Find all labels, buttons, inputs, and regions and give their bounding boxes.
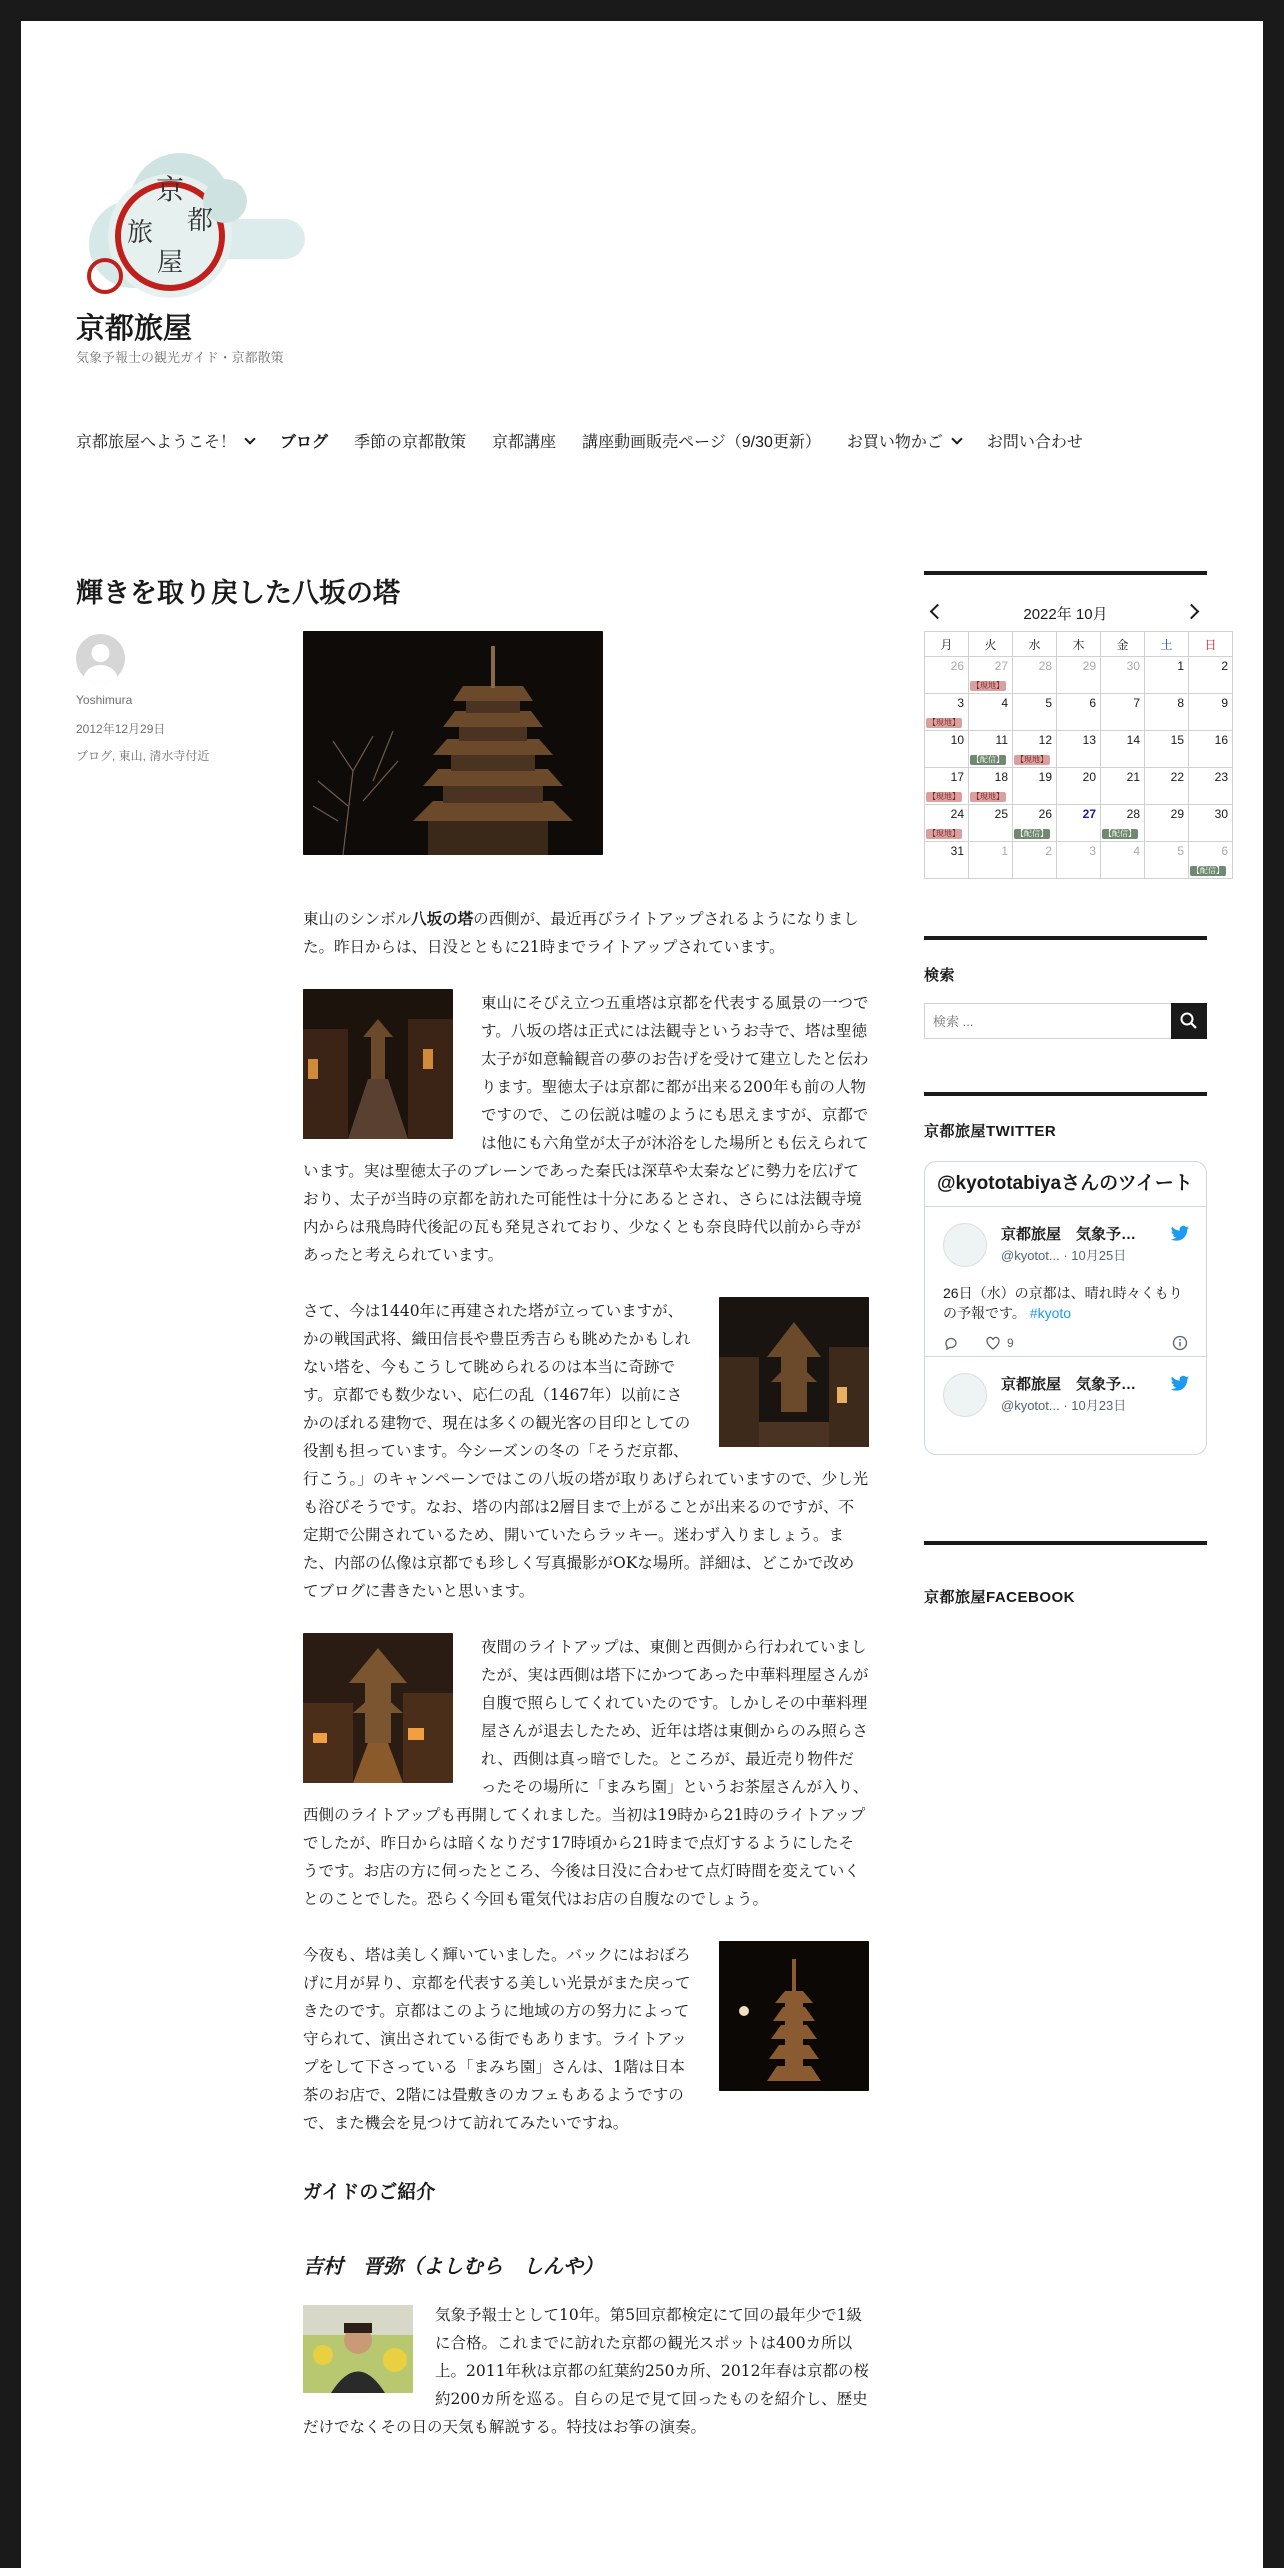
calendar-day[interactable] bbox=[1145, 731, 1189, 768]
guide-name: 吉村 晋弥（よしむら しんや） bbox=[303, 2256, 603, 2278]
tweet-date[interactable]: · 10月23日 bbox=[1063, 1398, 1127, 1413]
calendar-event-tag[interactable]: 【現地】 bbox=[928, 718, 960, 727]
tweet-avatar[interactable] bbox=[943, 1223, 987, 1267]
calendar-event-tag[interactable]: 【配信】 bbox=[972, 755, 1004, 764]
calendar-day[interactable] bbox=[1145, 805, 1189, 842]
calendar-day-number: 8 bbox=[1177, 696, 1184, 710]
guide-portrait bbox=[303, 2305, 413, 2393]
calendar-day[interactable] bbox=[1145, 842, 1189, 879]
calendar-day[interactable] bbox=[925, 805, 969, 842]
pagoda-moon-photo bbox=[719, 1941, 869, 2091]
nav-item-cart[interactable] bbox=[847, 429, 961, 452]
calendar-day-number: 1 bbox=[1177, 659, 1184, 673]
chevron-down-icon bbox=[951, 433, 962, 444]
calendar-day-number: 25 bbox=[994, 807, 1008, 821]
calendar-day[interactable] bbox=[1013, 842, 1057, 879]
calendar-event-tag[interactable]: 【配信】 bbox=[1104, 829, 1136, 838]
calendar-event-tag[interactable]: 【現地】 bbox=[972, 681, 1004, 690]
twitter-bird-icon[interactable] bbox=[1170, 1375, 1190, 1393]
calendar-day-number: 4 bbox=[1001, 696, 1008, 710]
calendar-day-number: 14 bbox=[1126, 733, 1140, 747]
calendar-day[interactable] bbox=[1189, 657, 1233, 694]
search-widget-bar bbox=[924, 936, 1207, 940]
calendar-day-number: 31 bbox=[950, 844, 964, 858]
calendar-day[interactable] bbox=[1013, 694, 1057, 731]
calendar-day-number: 5 bbox=[1045, 696, 1052, 710]
calendar-day-number: 10 bbox=[950, 733, 964, 747]
calendar-day-number: 5 bbox=[1177, 844, 1184, 858]
calendar-day[interactable] bbox=[1145, 657, 1189, 694]
post-title[interactable]: 輝きを取り戻した八坂の塔 bbox=[76, 578, 400, 608]
calendar-day-number: 2 bbox=[1221, 659, 1228, 673]
post-paragraph-2: さて、今は1440年に再建された塔が立っていますが、かの戦国武将、織田信長や豊臣秀吉らも眺めたかもしれない塔を、今もこうして眺められるのは本当に奇跡です。京都でも数少ない、応仁の乱（1467年）以前にさかのぼれる建物で、現在は多くの観光客の目印としての役割も担っています。今シーズンの冬の「そうだ京都、行こう。」のキャンペーンではこの八坂の塔が取りあげられていますので、少し光も浴びそうです。なお、塔の内部は2層目まで上がることが出来るのですが、不定期で公開されているため、開いていたらラッキー。迷わず入りましょう。また、内部の仏像は京都でも珍しく写真撮影がOKな場所。詳細は、どこかで改めてブログに書きたいと思います。 bbox=[303, 1302, 869, 1600]
nav-label: お買い物かご bbox=[846, 434, 943, 451]
tweet[interactable] bbox=[925, 1207, 1206, 1357]
search-icon bbox=[1171, 1003, 1207, 1039]
calendar-day-number: 20 bbox=[1082, 770, 1096, 784]
site-title[interactable]: 京都旅屋 bbox=[76, 313, 193, 345]
tweet-body: 26日（水）の京都は、晴れ時々くもりの予報です。 bbox=[943, 1285, 1183, 1321]
calendar-day-number: 15 bbox=[1170, 733, 1184, 747]
nav-label: 講座動画販売ページ（9/30更新） bbox=[582, 434, 821, 451]
calendar-weekday: 火 bbox=[969, 632, 1013, 657]
calendar-event-tag[interactable]: 【現地】 bbox=[1016, 755, 1048, 764]
calendar-day[interactable] bbox=[969, 657, 1013, 694]
like-count: 9 bbox=[1007, 1336, 1014, 1350]
nav-label: 季節の京都散策 bbox=[354, 434, 467, 451]
calendar-event-tag[interactable]: 【現地】 bbox=[928, 792, 960, 801]
calendar-day-number: 26 bbox=[1038, 807, 1052, 821]
chevron-down-icon bbox=[244, 433, 255, 444]
post-author[interactable]: Yoshimura bbox=[76, 693, 133, 707]
calendar-day[interactable] bbox=[1189, 768, 1233, 805]
tweet-avatar[interactable] bbox=[943, 1373, 987, 1417]
calendar-day[interactable] bbox=[925, 694, 969, 731]
twitter-widget-title: 京都旅屋TWITTER bbox=[924, 1123, 1057, 1140]
twitter-timeline[interactable] bbox=[924, 1161, 1207, 1455]
calendar-day[interactable] bbox=[1189, 842, 1233, 879]
like-icon[interactable] bbox=[985, 1335, 1001, 1351]
page bbox=[21, 21, 1263, 2568]
calendar-day-number: 13 bbox=[1082, 733, 1096, 747]
site-description: 気象予報士の観光ガイド・京都散策 bbox=[76, 350, 284, 365]
calendar-day[interactable] bbox=[925, 731, 969, 768]
site-logo[interactable] bbox=[75, 141, 305, 311]
calendar-weekday: 金 bbox=[1101, 632, 1145, 657]
reply-icon[interactable] bbox=[943, 1335, 959, 1351]
calendar-weekday: 土 bbox=[1145, 632, 1189, 657]
logo-text-4: 屋 bbox=[156, 248, 184, 278]
nav-item-blog[interactable] bbox=[280, 429, 328, 452]
post-content bbox=[303, 905, 869, 2441]
calendar-weekday: 木 bbox=[1057, 632, 1101, 657]
calendar-day[interactable] bbox=[969, 731, 1013, 768]
calendar-event-tag[interactable]: 【配信】 bbox=[1016, 829, 1048, 838]
calendar-event-tag[interactable]: 【現地】 bbox=[928, 829, 960, 838]
calendar-day[interactable] bbox=[1057, 842, 1101, 879]
calendar-weekday: 水 bbox=[1013, 632, 1057, 657]
calendar-day[interactable] bbox=[1057, 731, 1101, 768]
calendar-day-number: 21 bbox=[1126, 770, 1140, 784]
nav-item-seasonal[interactable] bbox=[354, 429, 466, 452]
post-date[interactable]: 2012年12月29日 bbox=[76, 722, 166, 736]
nav-label: 京都講座 bbox=[492, 434, 557, 451]
calendar-day-number: 19 bbox=[1038, 770, 1052, 784]
calendar-day-number: 30 bbox=[1214, 807, 1228, 821]
search-button[interactable] bbox=[1171, 1003, 1207, 1039]
post-intro bbox=[303, 905, 869, 961]
calendar-day-number: 3 bbox=[957, 696, 964, 710]
twitter-widget-bar bbox=[924, 1092, 1207, 1096]
tweet-hashtag[interactable]: #kyoto bbox=[1029, 1305, 1072, 1321]
intro-text-post: の西側が、最近再びライトアップされるようになりました。昨日からは、日没とともに21時までライトアップされています。 bbox=[303, 910, 859, 956]
tweet-handle-line bbox=[1001, 1395, 1126, 1414]
calendar-day-number: 18 bbox=[994, 770, 1008, 784]
calendar-day-number: 26 bbox=[950, 659, 964, 673]
calendar-day-number: 16 bbox=[1214, 733, 1228, 747]
calendar-day[interactable] bbox=[1145, 768, 1189, 805]
calendar-event-tag[interactable]: 【配信】 bbox=[1192, 866, 1224, 875]
post-paragraph-3: 夜間のライトアップは、東側と西側から行われていましたが、実は西側は塔下にかつてあった中華料理屋さんが自腹で照らしてくれていたのです。しかしその中華料理屋さんが退去したため、近年は塔は東側からのみ照らされ、西側は真っ暗でした。ところが、最近売り物件だったその場所に「まみち園」というお茶屋さんが入り、西側のライトアップも再開してくれました。当初は19時から21時のライトアップでしたが、昨日からは暗くなりだす17時頃から21時まで点灯するようにしたそうです。お店の方に伺ったところ、今後は日没に合わせて点灯時間を変えていくとのことでした。恐らく今回も電気代はお店の自腹なのでしょう。 bbox=[303, 1638, 869, 1908]
calendar-day[interactable] bbox=[1013, 768, 1057, 805]
calendar-weekday: 日 bbox=[1189, 632, 1233, 657]
calendar-day[interactable] bbox=[1013, 657, 1057, 694]
calendar-weekday: 月 bbox=[925, 632, 969, 657]
calendar-day[interactable] bbox=[925, 768, 969, 805]
calendar-day-number: 2 bbox=[1045, 844, 1052, 858]
calendar-day[interactable] bbox=[925, 842, 969, 879]
calendar-day[interactable] bbox=[1057, 805, 1101, 842]
event-calendar bbox=[924, 631, 1233, 879]
calendar-day-number: 7 bbox=[1133, 696, 1140, 710]
nav-label: ブログ bbox=[280, 434, 329, 451]
calendar-day[interactable] bbox=[969, 768, 1013, 805]
calendar-day[interactable] bbox=[925, 657, 969, 694]
post-paragraph-4: 今夜も、塔は美しく輝いていました。バックにはおぼろげに月が昇り、京都を代表する美しい光景がまた戻ってきたのです。京都はこのように地域の方の努力によって守られて、演出されている街でもあります。ライトアップをして下さっている「まみち園」さんは、1階は日本茶のお店で、2階には畳敷きのカフェもあるようですので、また機会を見つけて訪れてみたいですね。 bbox=[303, 1946, 691, 2132]
search-input[interactable] bbox=[925, 1004, 1171, 1038]
tweet-date[interactable]: · 10月25日 bbox=[1063, 1248, 1127, 1263]
calendar-day-number: 28 bbox=[1038, 659, 1052, 673]
calendar-day[interactable] bbox=[969, 805, 1013, 842]
calendar-day[interactable] bbox=[1101, 805, 1145, 842]
guide-text: 気象予報士として10年。第5回京都検定にて回の最年少で1級に合格。これまでに訪れた京都の観光スポットは400カ所以上。2011年秋は京都の紅葉約250カ所、2012年春は京都の桜約200カ所を巡る。自らの足で見て回ったものを紹介し、歴史だけでなくその日の天気も解説する。特技はお筝の演奏。 bbox=[303, 2306, 869, 2436]
tweet-author-name[interactable]: 京都旅屋 気象予… bbox=[1001, 1226, 1137, 1243]
calendar-month-label: 2022年 10月 bbox=[1023, 606, 1108, 623]
pagoda-street-photo-3 bbox=[303, 1633, 453, 1783]
tweet-text bbox=[943, 1283, 1188, 1323]
calendar-day-number: 12 bbox=[1038, 733, 1052, 747]
calendar-day[interactable] bbox=[969, 694, 1013, 731]
pagoda-street-photo-2 bbox=[719, 1297, 869, 1447]
calendar-day-number: 30 bbox=[1126, 659, 1140, 673]
nav-item-video-sales[interactable] bbox=[582, 429, 821, 452]
twitter-bird-icon[interactable] bbox=[1170, 1225, 1190, 1243]
logo-text-2: 都 bbox=[186, 206, 214, 236]
nav-item-contact[interactable] bbox=[987, 429, 1083, 452]
logo-text-3: 旅 bbox=[126, 218, 154, 248]
calendar-day-number: 4 bbox=[1133, 844, 1140, 858]
calendar-day[interactable] bbox=[1057, 768, 1101, 805]
calendar-day[interactable] bbox=[1101, 657, 1145, 694]
calendar-day-number: 29 bbox=[1170, 807, 1184, 821]
calendar-day-number: 6 bbox=[1089, 696, 1096, 710]
info-icon[interactable] bbox=[1172, 1335, 1188, 1351]
logo-text-1: 京 bbox=[155, 173, 185, 206]
calendar-day[interactable] bbox=[1189, 805, 1233, 842]
calendar-day[interactable] bbox=[1101, 731, 1145, 768]
calendar-day-number: 6 bbox=[1221, 844, 1228, 858]
calendar-day-number: 1 bbox=[1001, 844, 1008, 858]
calendar-widget-bar bbox=[924, 571, 1207, 575]
search-form bbox=[924, 1003, 1207, 1039]
calendar-day[interactable] bbox=[1189, 694, 1233, 731]
calendar-event-tag[interactable]: 【現地】 bbox=[972, 792, 1004, 801]
calendar-day-number: 11 bbox=[995, 733, 1008, 747]
calendar-day[interactable] bbox=[1189, 731, 1233, 768]
nav-item-welcome[interactable] bbox=[76, 429, 254, 452]
calendar-day-number: 24 bbox=[950, 807, 964, 821]
facebook-widget-title: 京都旅屋FACEBOOK bbox=[924, 1589, 1076, 1606]
intro-text-bold: 八坂の塔 bbox=[411, 909, 474, 928]
nav-label: 京都旅屋へようこそ！ bbox=[76, 434, 237, 451]
tweet-author-name[interactable]: 京都旅屋 気象予… bbox=[1001, 1376, 1137, 1393]
calendar-day[interactable] bbox=[1101, 694, 1145, 731]
calendar-day-number: 28 bbox=[1126, 807, 1140, 821]
calendar-day[interactable] bbox=[1101, 768, 1145, 805]
calendar-day[interactable] bbox=[1057, 694, 1101, 731]
nav-label: お問い合わせ bbox=[986, 434, 1083, 451]
calendar-day[interactable] bbox=[1013, 731, 1057, 768]
tweet-handle-line bbox=[1001, 1245, 1126, 1264]
intro-text-pre: 東山のシンボル bbox=[303, 910, 412, 928]
calendar-day[interactable] bbox=[1057, 657, 1101, 694]
post-paragraph-1: 東山にそびえ立つ五重塔は京都を代表する風景の一つです。八坂の塔は正式には法観寺というお寺で、塔は聖徳太子が如意輪観音の夢のお告げを受けて建立したと伝わります。聖徳太子は京都に都が出来る200年も前の人物ですので、この伝説は嘘のようにも思えますが、京都では他にも六角堂が太子が沐浴をした場所とも伝えられています。実は聖徳太子のブレーンであった秦氏は深草や太秦などに勢力を広げており、太子が当時の京都を訪れた可能性は十分にあるとされ、さらには法観寺境内からは飛鳥時代後記の瓦も発見されており、少なくとも奈良時代以前から寺があったと考えられています。 bbox=[303, 994, 869, 1264]
nav-item-lecture[interactable] bbox=[492, 429, 556, 452]
search-title: 検索 bbox=[924, 967, 956, 984]
main-navigation bbox=[76, 429, 1109, 452]
calendar-day[interactable] bbox=[1101, 842, 1145, 879]
tweet-handle: @kyotot... bbox=[1001, 1398, 1060, 1413]
tweet[interactable] bbox=[925, 1357, 1206, 1455]
calendar-day-number: 27 bbox=[1082, 807, 1096, 821]
pagoda-street-photo-1 bbox=[303, 989, 453, 1139]
avatar-icon bbox=[76, 634, 125, 683]
calendar-day[interactable] bbox=[1145, 694, 1189, 731]
calendar-day-number: 27 bbox=[994, 659, 1008, 673]
tweet-handle: @kyotot... bbox=[1001, 1248, 1060, 1263]
calendar-day-number: 9 bbox=[1221, 696, 1228, 710]
calendar-day-number: 23 bbox=[1214, 770, 1228, 784]
guide-heading: ガイドのご紹介 bbox=[303, 2182, 436, 2203]
calendar-day[interactable] bbox=[969, 842, 1013, 879]
pagoda-photo-main bbox=[303, 631, 603, 855]
calendar-day-number: 22 bbox=[1170, 770, 1184, 784]
calendar-day-number: 29 bbox=[1082, 659, 1096, 673]
calendar-day[interactable] bbox=[1013, 805, 1057, 842]
calendar-day-number: 17 bbox=[950, 770, 964, 784]
twitter-timeline-header[interactable]: @kyototabiyaさんのツイート bbox=[925, 1162, 1206, 1207]
facebook-widget-bar bbox=[924, 1541, 1207, 1545]
post-categories[interactable]: ブログ, 東山, 清水寺付近 bbox=[76, 749, 210, 763]
calendar-day-number: 3 bbox=[1089, 844, 1096, 858]
author-avatar bbox=[76, 634, 125, 683]
